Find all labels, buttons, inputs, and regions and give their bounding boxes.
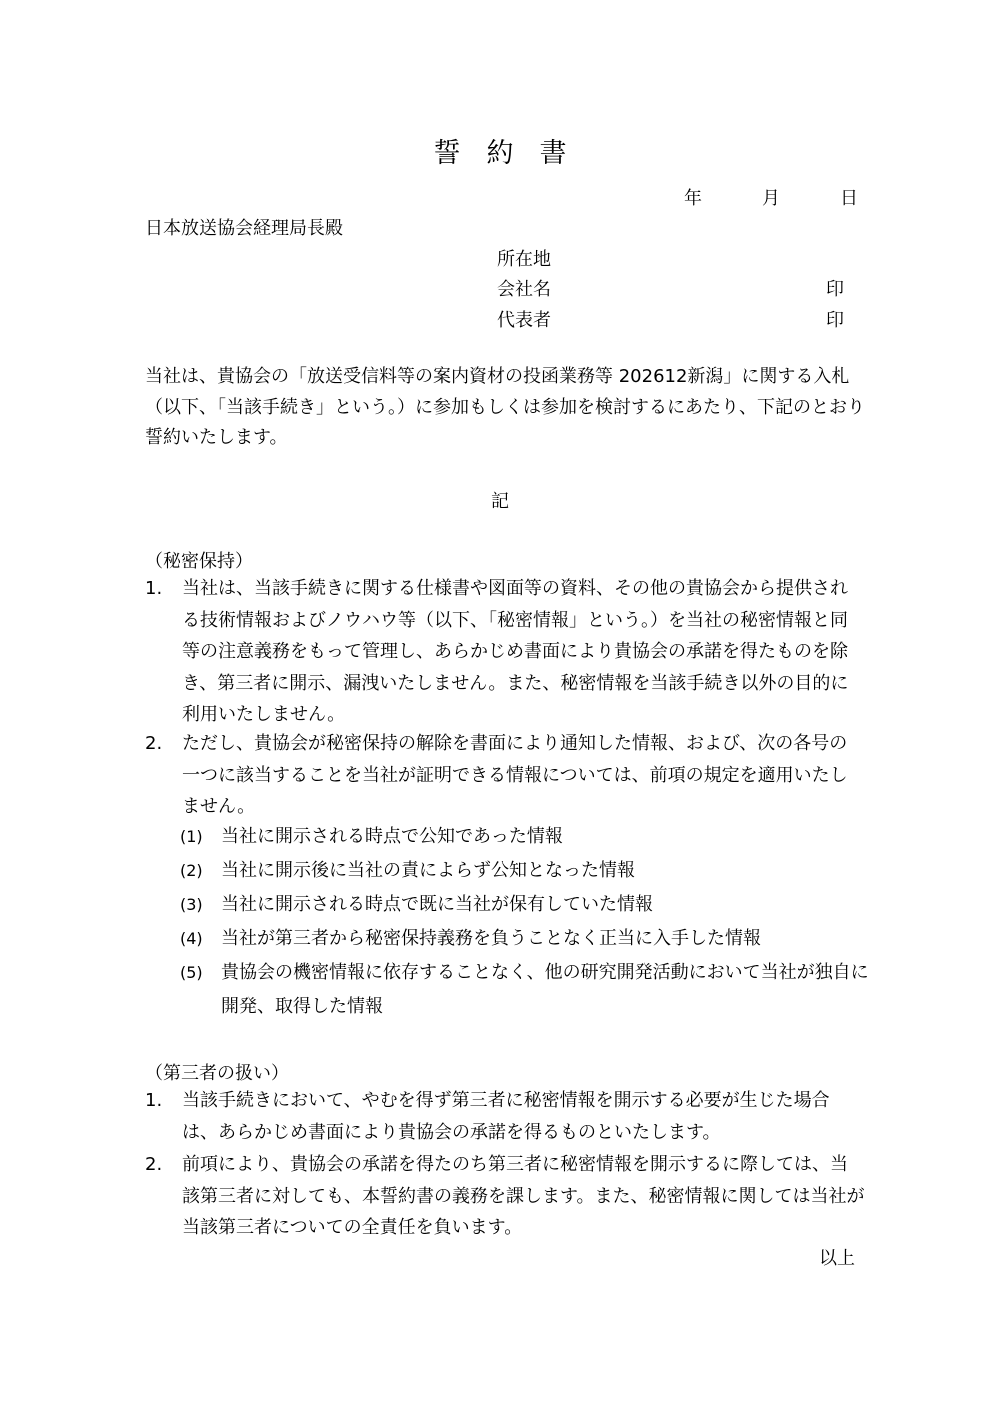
company-seal-mark: 印 [826, 279, 844, 300]
ki-heading: 記 [491, 491, 509, 512]
subitem-text: 当社に開示後に当社の責によらず公知となった情報 [221, 860, 635, 881]
confidentiality-item-2 [145, 728, 865, 823]
exception-subitem-3 [180, 888, 870, 922]
item-number: 1. [145, 578, 163, 599]
exception-subitem-4 [180, 922, 870, 956]
closing-mark: 以上 [819, 1248, 855, 1269]
subitem-number: (2) [180, 861, 203, 880]
item-number: 1. [145, 1090, 163, 1111]
subitem-text: 当社に開示される時点で公知であった情報 [221, 826, 563, 847]
third-party-item-2 [145, 1149, 865, 1244]
item-text: 前項により、貴協会の承諾を得たのち第三者に秘密情報を開示するに際しては、当該第三者に対しても、本誓約書の義務を課します。また、秘密情報に関しては当社が当該第三者についての全責任を負います。 [182, 1154, 865, 1238]
representative-label: 代表者 [497, 310, 551, 331]
intro-paragraph: 当社は、貴協会の「放送受信料等の案内資材の投函業務等 202612新潟」に関する入札（以下、「当該手続き」という。）に参加もしくは参加を検討するにあたり、下記のとおり誓約いたします。 [145, 366, 865, 448]
section-heading-third-party: （第三者の扱い） [145, 1063, 289, 1084]
subitem-number: (3) [180, 895, 203, 914]
company-name-label: 会社名 [497, 279, 551, 300]
addressee: 日本放送協会経理局長殿 [145, 218, 343, 239]
item-number: 2. [145, 1154, 163, 1175]
item-number: 2. [145, 733, 163, 754]
address-label: 所在地 [497, 249, 551, 270]
subitem-number: (1) [180, 827, 203, 846]
exception-subitem-1 [180, 820, 870, 854]
item-text: 当該手続きにおいて、やむを得ず第三者に秘密情報を開示する必要が生じた場合は、あらかじめ書面により貴協会の承諾を得るものといたします。 [182, 1090, 830, 1143]
representative-seal-mark: 印 [826, 310, 844, 331]
subitem-number: (5) [180, 963, 203, 982]
exception-subitem-2 [180, 854, 870, 888]
date-day-label: 日 [840, 188, 858, 209]
item-text: ただし、貴協会が秘密保持の解除を書面により通知した情報、および、次の各号の一つに該当することを当社が証明できる情報については、前項の規定を適用いたしません。 [182, 733, 848, 817]
subitem-text: 当社に開示される時点で既に当社が保有していた情報 [221, 894, 653, 915]
item-text: 当社は、当該手続きに関する仕様書や図面等の資料、その他の貴協会から提供される技術情報およびノウハウ等（以下、「秘密情報」という。）を当社の秘密情報と同等の注意義務をもって管理し、あらかじめ書面により貴協会の承諾を得たものを除き、第三者に開示、漏洩いたしません。また、秘密情報を当該手続き以外の目的に利用いたしません。 [182, 578, 849, 725]
document-title: 誓約書 [433, 138, 593, 169]
subitem-text: 当社が第三者から秘密保持義務を負うことなく正当に入手した情報 [221, 928, 761, 949]
date-year-label: 年 [684, 188, 702, 209]
third-party-item-1 [145, 1085, 865, 1148]
exception-subitem-5 [180, 956, 870, 1024]
section-heading-confidentiality: （秘密保持） [145, 551, 253, 572]
confidentiality-item-1 [145, 573, 865, 731]
subitem-number: (4) [180, 929, 203, 948]
subitem-text: 貴協会の機密情報に依存することなく、他の研究開発活動において当社が独自に開発、取得した情報 [221, 962, 869, 1017]
date-month-label: 月 [762, 188, 780, 209]
